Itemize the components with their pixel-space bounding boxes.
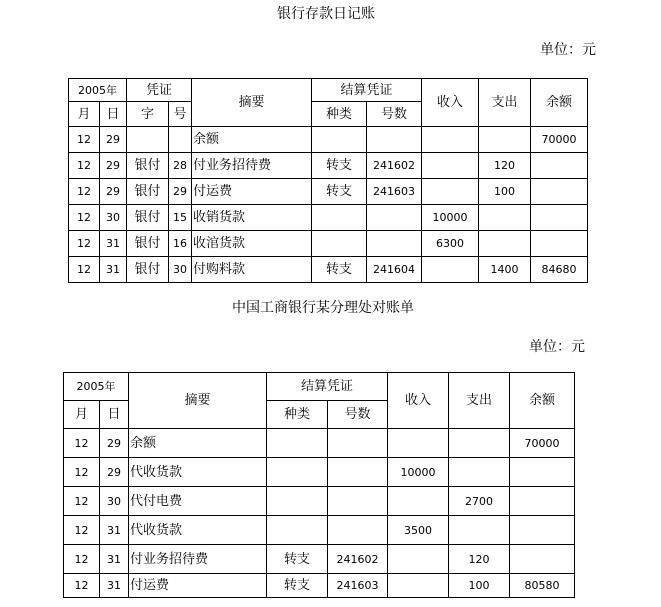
journal-header-summary: 摘要 (192, 79, 312, 127)
cell-kind (267, 429, 328, 458)
journal-header-settlement: 结算凭证 (312, 79, 422, 102)
journal-header-expense: 支出 (479, 79, 531, 127)
cell-summary: 代收货款 (129, 458, 267, 487)
cell-expense (479, 127, 531, 153)
statement-header-month: 月 (64, 401, 100, 429)
cell-number (169, 127, 192, 153)
cell-balance (510, 545, 575, 574)
cell-expense (479, 231, 531, 257)
statement-header-kind: 种类 (267, 401, 328, 429)
cell-settle-no (328, 429, 388, 458)
cell-kind: 转支 (312, 257, 367, 283)
table-row (64, 458, 575, 487)
cell-balance (531, 231, 588, 257)
cell-summary: 余额 (129, 429, 267, 458)
cell-income: 10000 (422, 205, 479, 231)
cell-day: 31 (100, 257, 127, 283)
cell-day: 29 (100, 429, 129, 458)
cell-expense (449, 516, 510, 545)
cell-month: 12 (64, 487, 100, 516)
cell-number: 28 (169, 153, 192, 179)
cell-summary: 付购料款 (192, 257, 312, 283)
cell-type: 银付 (127, 179, 169, 205)
cell-settle-no (367, 205, 422, 231)
cell-day: 29 (100, 179, 127, 205)
cell-income (388, 545, 449, 574)
cell-settle-no (367, 231, 422, 257)
cell-number: 16 (169, 231, 192, 257)
cell-day: 31 (100, 574, 129, 598)
statement-header-balance: 余额 (510, 373, 575, 429)
cell-day: 29 (100, 458, 129, 487)
cell-settle-no: 241602 (328, 545, 388, 574)
cell-day: 31 (100, 545, 129, 574)
cell-expense (449, 458, 510, 487)
table-row (69, 179, 588, 205)
statement-title: 中国工商银行某分理处对账单 (232, 300, 414, 316)
table-row (69, 231, 588, 257)
statement-header-settle-no: 号数 (328, 401, 388, 429)
table-row (64, 545, 575, 574)
cell-summary: 收涫货款 (192, 231, 312, 257)
statement-unit: 单位：元 (529, 339, 585, 355)
journal-header-income: 收入 (422, 79, 479, 127)
cell-kind (267, 458, 328, 487)
cell-expense: 120 (449, 545, 510, 574)
journal-header-month: 月 (69, 102, 100, 127)
cell-kind (267, 487, 328, 516)
cell-kind: 转支 (312, 179, 367, 205)
cell-kind: 转支 (267, 545, 328, 574)
cell-month: 12 (69, 231, 100, 257)
cell-number: 29 (169, 179, 192, 205)
cell-kind: 转支 (312, 153, 367, 179)
cell-expense: 100 (449, 574, 510, 598)
cell-expense: 2700 (449, 487, 510, 516)
statement-table (63, 372, 575, 598)
cell-income (422, 257, 479, 283)
journal-header-day: 日 (100, 102, 127, 127)
statement-header-day: 日 (100, 401, 129, 429)
cell-balance (510, 458, 575, 487)
journal-header-number: 号 (169, 102, 192, 127)
cell-day: 29 (100, 153, 127, 179)
cell-income (388, 487, 449, 516)
cell-income (422, 153, 479, 179)
cell-balance: 70000 (510, 429, 575, 458)
cell-type: 银付 (127, 205, 169, 231)
statement-header-expense: 支出 (449, 373, 510, 429)
cell-income: 6300 (422, 231, 479, 257)
journal-table (68, 78, 588, 283)
cell-month: 12 (64, 429, 100, 458)
cell-summary: 付运费 (192, 179, 312, 205)
cell-kind (312, 231, 367, 257)
statement-header-income: 收入 (388, 373, 449, 429)
cell-summary: 付运费 (129, 574, 267, 598)
cell-month: 12 (64, 574, 100, 598)
cell-type: 银付 (127, 257, 169, 283)
statement-header-summary: 摘要 (129, 373, 267, 429)
cell-summary: 付业务招待费 (192, 153, 312, 179)
cell-month: 12 (69, 127, 100, 153)
cell-expense: 120 (479, 153, 531, 179)
cell-income (422, 127, 479, 153)
table-row (69, 257, 588, 283)
cell-income: 3500 (388, 516, 449, 545)
cell-kind: 转支 (267, 574, 328, 598)
cell-income (388, 574, 449, 598)
cell-kind (312, 205, 367, 231)
cell-summary: 付业务招待费 (129, 545, 267, 574)
cell-month: 12 (69, 257, 100, 283)
cell-day: 31 (100, 516, 129, 545)
cell-month: 12 (64, 458, 100, 487)
cell-expense (449, 429, 510, 458)
journal-header-balance: 余额 (531, 79, 588, 127)
cell-income: 10000 (388, 458, 449, 487)
cell-day: 30 (100, 487, 129, 516)
cell-month: 12 (64, 545, 100, 574)
cell-balance (531, 153, 588, 179)
table-row (69, 127, 588, 153)
cell-settle-no: 241603 (367, 179, 422, 205)
cell-number: 30 (169, 257, 192, 283)
cell-month: 12 (69, 153, 100, 179)
cell-summary: 收销货款 (192, 205, 312, 231)
cell-type (127, 127, 169, 153)
journal-unit: 单位：元 (540, 42, 596, 58)
cell-day: 31 (100, 231, 127, 257)
cell-balance (531, 179, 588, 205)
statement-header-year: 2005年 (64, 373, 129, 401)
journal-title: 银行存款日记账 (277, 6, 375, 22)
cell-settle-no: 241603 (328, 574, 388, 598)
journal-header-type: 字 (127, 102, 169, 127)
cell-balance (510, 516, 575, 545)
cell-income (388, 429, 449, 458)
journal-header-kind: 种类 (312, 102, 367, 127)
cell-balance: 70000 (531, 127, 588, 153)
cell-summary: 代收货款 (129, 516, 267, 545)
table-row (64, 516, 575, 545)
cell-kind (312, 127, 367, 153)
cell-month: 12 (64, 516, 100, 545)
cell-settle-no: 241602 (367, 153, 422, 179)
cell-type: 银付 (127, 153, 169, 179)
cell-settle-no (328, 458, 388, 487)
cell-settle-no (328, 516, 388, 545)
cell-summary: 余额 (192, 127, 312, 153)
cell-summary: 代付电费 (129, 487, 267, 516)
cell-balance: 84680 (531, 257, 588, 283)
cell-kind (267, 516, 328, 545)
cell-settle-no (367, 127, 422, 153)
table-row (69, 205, 588, 231)
table-row (64, 574, 575, 598)
cell-income (422, 179, 479, 205)
cell-type: 银付 (127, 231, 169, 257)
cell-day: 29 (100, 127, 127, 153)
table-row (64, 429, 575, 458)
cell-balance (531, 205, 588, 231)
journal-header-voucher: 凭证 (127, 79, 192, 102)
table-row (69, 153, 588, 179)
cell-day: 30 (100, 205, 127, 231)
cell-balance (510, 487, 575, 516)
table-row (64, 487, 575, 516)
cell-month: 12 (69, 205, 100, 231)
journal-header-settle-no: 号数 (367, 102, 422, 127)
cell-expense (479, 205, 531, 231)
statement-header-settlement: 结算凭证 (267, 373, 388, 401)
cell-settle-no: 241604 (367, 257, 422, 283)
cell-settle-no (328, 487, 388, 516)
cell-expense: 1400 (479, 257, 531, 283)
cell-balance: 80580 (510, 574, 575, 598)
cell-month: 12 (69, 179, 100, 205)
cell-number: 15 (169, 205, 192, 231)
journal-header-year: 2005年 (69, 79, 127, 102)
cell-expense: 100 (479, 179, 531, 205)
